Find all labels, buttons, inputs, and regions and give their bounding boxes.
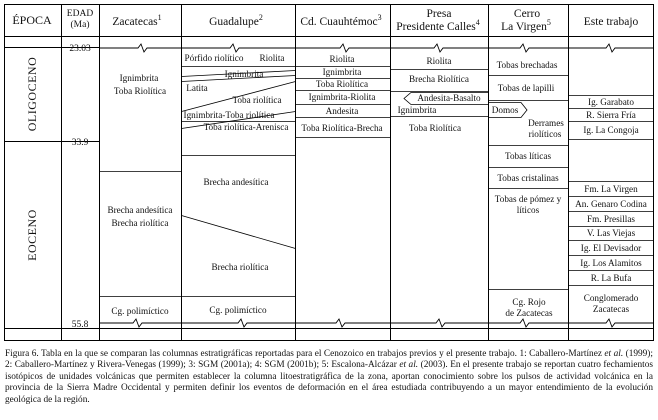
cua-toba-riolitica: Toba Riolítica [315,79,369,89]
gua-brecha-andesitica: Brecha andesítica [203,177,269,187]
cua-ignimbrita-riolita: Ignimbrita-Riolita [308,92,376,102]
epoch-eoceno: EOCENO [25,209,39,261]
header-este: Este trabajo [583,16,639,28]
cerro-tobas-pomez: Tobas de pómez y [494,194,562,204]
header-epoca: ÉPOCA [12,13,52,27]
column-lines [62,5,569,341]
este-alamitos: Ig. Los Alamitos [580,258,642,268]
age-top: 23.03 [69,44,91,54]
break-lines [99,44,653,327]
cua-riolita: Riolita [329,54,355,64]
cerro-tobas-pomez-2: líticos [516,205,540,215]
figure-caption: Figura 6. Tabla en la que se comparan las columnas estratigráficas reportadas para el Cenozoico en trabajos previos y el presente trabajo. 1: Caballero-Martínez et al. (1999); 2: Caballero-Martínez y Rivera-Venegas (1999); 3: SGM (2001a); 4: SGM (2001b); 5: Escalona-Alcázar et al. (2003). En el presente trabajo se reportan cuatro fechamientos isotópicos de unidades volcánicas que permiten establecer la columna litoestratigráfica de la zona, aportan conocimiento sobre los pulsos de actividad volcánica en la provincia de la Sierra Madre Occidental y permiten definir los eventos de deformación en el área estudiada contribuyendo a un mayor entendimiento de la evolución geológica de la región. [5,349,653,405]
age-bottom: 55.8 [71,320,89,330]
este-sierra-fria: R. Sierra Fría [586,110,636,120]
header-edad-unit: (Ma) [70,20,90,30]
presa-toba-riolitica: Toba Riolítica [408,123,462,133]
presa-riolita: Riolita [426,56,452,66]
cua-andesita: Andesita [325,106,359,116]
zac-brecha-andesitica: Brecha andesítica [107,205,173,215]
presa-andesita-basalto: Andesita-Basalto [417,93,481,103]
gua-toba-riolitica: Toba riolítica [232,95,282,105]
cerro-derrames-2: riolíticos [528,129,562,139]
cua-toba-brecha: Toba Riolítica-Brecha [301,123,383,133]
age-scale [62,48,100,329]
cerro-tobas-lapilli: Tobas de lapilli [497,83,555,93]
cerro-tobas-brechadas: Tobas brechadas [496,60,558,70]
zac-cg-polimictico: Cg. polimíctico [111,306,169,316]
header-presa-2: Presidente Calles$^4$ [396,18,480,33]
este-conglomerado-2: Zacatecas [592,304,630,314]
header-guadalupe: Guadalupe$^2$ [209,13,263,28]
gua-ignimbrita-toba: Ignimbrita-Toba riolítica [183,110,275,120]
column-zacatecas [100,73,182,316]
cerro-derrames: Derrames [528,118,564,128]
este-bufa: R. La Bufa [590,273,632,283]
este-la-virgen: Fm. La Virgen [584,184,638,194]
zac-brecha-riolitica: Brecha riolítica [111,218,169,228]
header-presa: Presa [426,8,452,20]
cerro-cg-rojo: Cg. Rojo [512,297,546,307]
presa-ignimbrita: Ignimbrita [397,105,437,115]
gua-brecha-riolitica: Brecha riolítica [211,262,269,272]
gua-latita: Latita [186,83,208,93]
este-garabato: Ig. Garabato [588,97,634,107]
zac-ignimbrita: Ignimbrita [119,73,159,83]
cerro-tobas-liticas: Tobas líticas [504,151,552,161]
zac-toba-riolitica: Toba Riolítica [113,86,167,96]
gua-porfido: Pórfido riolítico [184,53,244,63]
gua-ignimbrita: Ignimbrita [224,69,264,79]
header-edad: EDAD [66,9,94,19]
este-presillas: Fm. Presillas [587,214,635,224]
gua-riolita: Riolita [259,53,285,63]
header-cerro: Cerro [513,8,541,20]
este-conglomerado: Conglomerado [583,293,639,303]
este-viejas: V. Las Viejas [586,228,636,238]
presa-brecha-riolitica: Brecha Riolítica [409,74,469,84]
gua-toba-arenisca: Toba riolítica-Arenisca [203,122,289,132]
cua-ignimbrita: Ignimbrita [322,67,362,77]
header-cuauhtemoc: Cd. Cuauhtémoc$^3$ [300,13,382,28]
este-congoja: Ig. La Congoja [583,125,639,135]
cerro-domos: Domos [491,105,519,115]
header-zacatecas: Zacatecas$^1$ [112,13,162,28]
header-row [12,8,638,33]
epoch-oligoceno: OLIGOCENO [25,56,39,132]
cerro-cg-rojo-2: de Zacatecas [505,308,553,318]
este-genaro: An. Genaro Codina [575,199,647,209]
este-devisador: Ig. El Devisador [580,243,642,253]
age-boundary: 33.9 [71,138,89,148]
gua-cg-polimictico: Cg. polimíctico [209,305,267,315]
cerro-tobas-cristalinas: Tobas cristalinas [497,173,559,183]
header-cerro-2: La Virgen$^5$ [501,18,551,33]
